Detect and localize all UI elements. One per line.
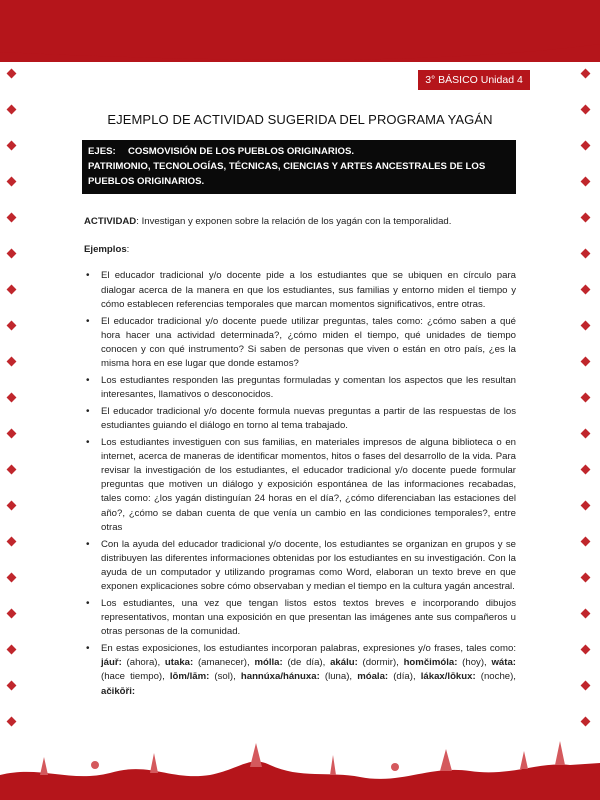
page-title: EJEMPLO DE ACTIVIDAD SUGERIDA DEL PROGRAMA YAGÁN <box>107 112 493 127</box>
diamond-ornament-icon <box>7 141 17 151</box>
diamond-ornament-icon <box>581 141 591 151</box>
vocab-word: akálu: <box>330 657 358 669</box>
examples-list <box>84 269 516 698</box>
list-item: • El educador tradicional y/o docente puede utilizar preguntas, tales como: ¿cómo saben a qué hora hacer una actividad determinada?, ¿cómo miden el tiempo, qué unidades de tiempo conocen y con qué instrumento? Si saben de personas que viven o están en otro país, ¿es la misma hora en ese lugar que donde estamos? <box>84 315 516 372</box>
diamond-ornament-icon <box>581 429 591 439</box>
vocab-word: hannúxa/hánuxa: <box>240 671 320 683</box>
diamond-ornament-icon <box>7 285 17 295</box>
vocab-word: lōm/lām: <box>169 671 210 683</box>
diamond-ornament-icon <box>581 465 591 475</box>
list-item: • El educador tradicional y/o docente formula nuevas preguntas a partir de las respuestas de los estudiantes guiando el diálogo en torno al tema trabajado. <box>84 405 516 433</box>
activity-label: ACTIVIDAD <box>84 216 137 227</box>
diamond-ornament-icon <box>581 357 591 367</box>
diamond-ornament-icon <box>581 681 591 691</box>
diamond-ornament-icon <box>581 69 591 79</box>
diamond-ornament-icon <box>7 249 17 259</box>
diamond-ornament-icon <box>581 609 591 619</box>
diamond-ornament-icon <box>581 537 591 547</box>
diamond-ornament-icon <box>7 537 17 547</box>
diamond-ornament-icon <box>7 177 17 187</box>
main-content <box>84 215 516 701</box>
vocab-meaning: (amanecer), <box>193 657 255 669</box>
vocab-word: lákax/lōkux: <box>420 671 476 683</box>
diamond-ornament-icon <box>7 609 17 619</box>
vocab-meaning: (dormir), <box>357 657 404 669</box>
examples-colon: : <box>126 244 130 256</box>
right-ornament-column <box>582 70 592 730</box>
vocab-intro: En estas exposiciones, los estudiantes incorporan palabras, expresiones y/o frases, tales como: <box>101 642 516 654</box>
vocab-word: homčimóla: <box>403 657 458 669</box>
diamond-ornament-icon <box>7 573 17 583</box>
vocab-meaning: (noche), <box>475 671 516 683</box>
banner-curve <box>0 30 600 70</box>
ejes-box <box>82 140 516 194</box>
diamond-ornament-icon <box>581 321 591 331</box>
diamond-ornament-icon <box>7 465 17 475</box>
diamond-ornament-icon <box>7 357 17 367</box>
ejes-text-1: COSMOVISIÓN DE LOS PUEBLOS ORIGINARIOS. <box>128 146 355 157</box>
diamond-ornament-icon <box>7 645 17 655</box>
examples-label: Ejemplos <box>84 244 127 256</box>
diamond-ornament-icon <box>581 393 591 403</box>
vocab-meaning: (hace tiempo), <box>101 671 170 683</box>
vocab-word: mólla: <box>254 657 283 669</box>
vocab-meaning: (hoy), <box>457 657 492 669</box>
vocab-word: ačikōři: <box>101 685 136 697</box>
diamond-ornament-icon <box>7 69 17 79</box>
vocabulary-list <box>101 657 516 696</box>
diamond-ornament-icon <box>581 573 591 583</box>
examples-heading <box>84 243 516 257</box>
diamond-ornament-icon <box>581 285 591 295</box>
grade-badge: 3° BÁSICO Unidad 4 <box>418 70 530 90</box>
diamond-ornament-icon <box>581 717 591 727</box>
vocab-word: utaka: <box>164 657 194 669</box>
vocab-word: móala: <box>357 671 389 683</box>
diamond-ornament-icon <box>7 429 17 439</box>
ejes-line-1 <box>88 144 516 159</box>
diamond-ornament-icon <box>581 645 591 655</box>
vocab-meaning: (ahora), <box>121 657 165 669</box>
left-ornament-column <box>8 70 18 730</box>
vocab-meaning: (día), <box>388 671 421 683</box>
diamond-ornament-icon <box>7 213 17 223</box>
diamond-ornament-icon <box>7 681 17 691</box>
activity-text: : Investigan y exponen sobre la relación de los yagán con la temporalidad. <box>136 216 452 227</box>
vocab-meaning: (de día), <box>282 657 331 669</box>
list-item: • Con la ayuda del educador tradicional y/o docente, los estudiantes se organizan en grupos y se distribuyen las diferentes informaciones obtenidas por los estudiantes en su investigación. Con la ayuda de un computador y utilizando programas como Word, elaboran un texto breve en que exponen explicaciones sobre cómo observaban y median el tiempo en la cultura yagán ancestral. <box>84 538 516 595</box>
list-item: • Los estudiantes investiguen con sus familias, en materiales impresos de alguna biblioteca o en internet, acerca de maneras de identificar momentos, hitos o fases del desarrollo de la vida. Para revisar la investigación de los estudiantes, el educador tradicional y/o docente puede formular preguntas que motiven un diálogo y exposición espontánea de las informaciones recabadas, tales como: ¿los yagán distinguían 24 horas en el día?, ¿cómo diferenciaban las estaciones del año?, ¿cómo se daban cuenta de que venía un cambio en las condiciones temporales?, entre otras <box>84 436 516 535</box>
list-item: • Los estudiantes, una vez que tengan listos estos textos breves e incorporando dibujos representativos, montan una exposición en que presentan las imágenes ante sus compañeros u otras personas de la comunidad. <box>84 597 516 640</box>
vocab-meaning: (luna), <box>319 671 358 683</box>
list-item: • El educador tradicional y/o docente pide a los estudiantes que se ubiquen en círculo para dialogar acerca de la manera en que los estudiantes, sus familias y entorno miden el tiempo y cómo establecen referencias temporales que marcan momentos significativos, entre otras. <box>84 269 516 312</box>
list-item: • Los estudiantes responden las preguntas formuladas y comentan los aspectos que les resultan interesantes, llamativos o desconocidos. <box>84 374 516 402</box>
diamond-ornament-icon <box>581 177 591 187</box>
diamond-ornament-icon <box>7 717 17 727</box>
footer-landscape-silhouette <box>0 735 600 800</box>
diamond-ornament-icon <box>581 501 591 511</box>
diamond-ornament-icon <box>581 213 591 223</box>
ejes-label: EJES: <box>88 146 116 157</box>
vocab-meaning: (sol), <box>209 671 241 683</box>
vocab-word: wáta: <box>491 657 516 669</box>
vocab-word: jáuř: <box>101 657 122 669</box>
activity-paragraph <box>84 215 516 229</box>
list-item-vocabulary <box>84 642 516 699</box>
diamond-ornament-icon <box>581 249 591 259</box>
diamond-ornament-icon <box>7 393 17 403</box>
diamond-ornament-icon <box>7 321 17 331</box>
ejes-text-2: PATRIMONIO, TECNOLOGÍAS, TÉCNICAS, CIENCIAS Y ARTES ANCESTRALES DE LOS PUEBLOS ORIGINARIOS. <box>88 161 486 187</box>
diamond-ornament-icon <box>7 501 17 511</box>
